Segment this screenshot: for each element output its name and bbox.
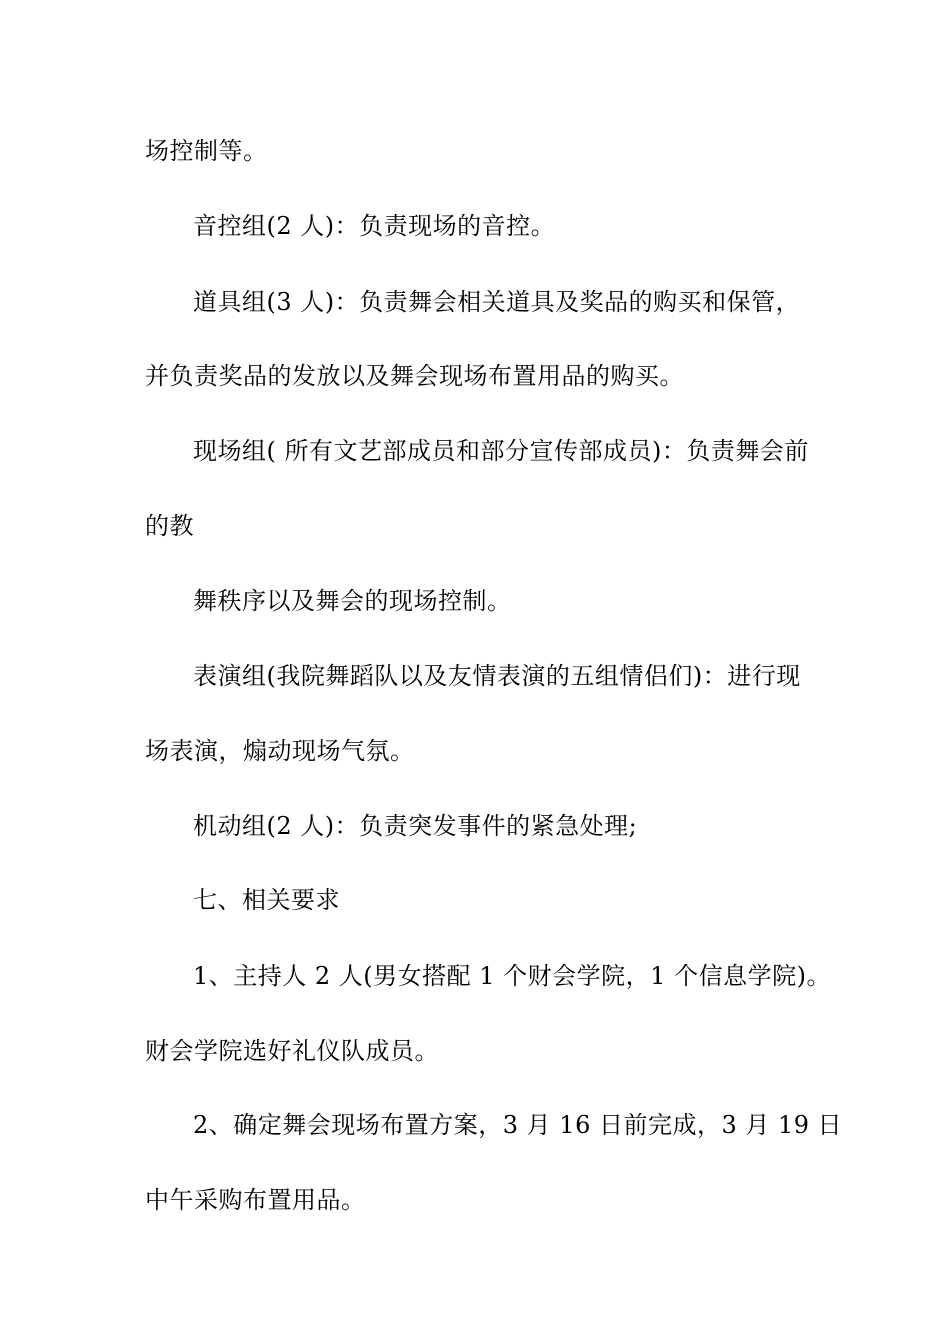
text-line: 现场组( 所有文艺部成员和部分宣传部成员)：负责舞会前 [193, 437, 809, 465]
text-line: 的教 [145, 512, 194, 540]
text-line: 1、主持人 2 人(男女搭配 1 个财会学院，1 个信息学院)。 [193, 962, 831, 990]
text-line: 中午采购布置用品。 [145, 1186, 366, 1214]
text-line: 场表演，煽动现场气氛。 [145, 737, 415, 765]
text-line: 表演组(我院舞蹈队以及友情表演的五组情侣们)：进行现 [193, 662, 801, 690]
text-line: 2、确定舞会现场布置方案，3 月 16 日前完成，3 月 19 日 [193, 1111, 843, 1139]
text-line: 舞秩序以及舞会的现场控制。 [193, 587, 512, 615]
text-line: 场控制等。 [145, 137, 268, 165]
text-line: 音控组(2 人)：负责现场的音控。 [193, 212, 556, 240]
section-heading: 七、相关要求 [193, 886, 340, 914]
text-line: 并负责奖品的发放以及舞会现场布置用品的购买。 [145, 362, 684, 390]
text-line: 财会学院选好礼仪队成员。 [145, 1037, 439, 1065]
text-line: 机动组(2 人)：负责突发事件的紧急处理; [193, 812, 638, 840]
text-line: 道具组(3 人)：负责舞会相关道具及奖品的购买和保管， [193, 288, 801, 316]
